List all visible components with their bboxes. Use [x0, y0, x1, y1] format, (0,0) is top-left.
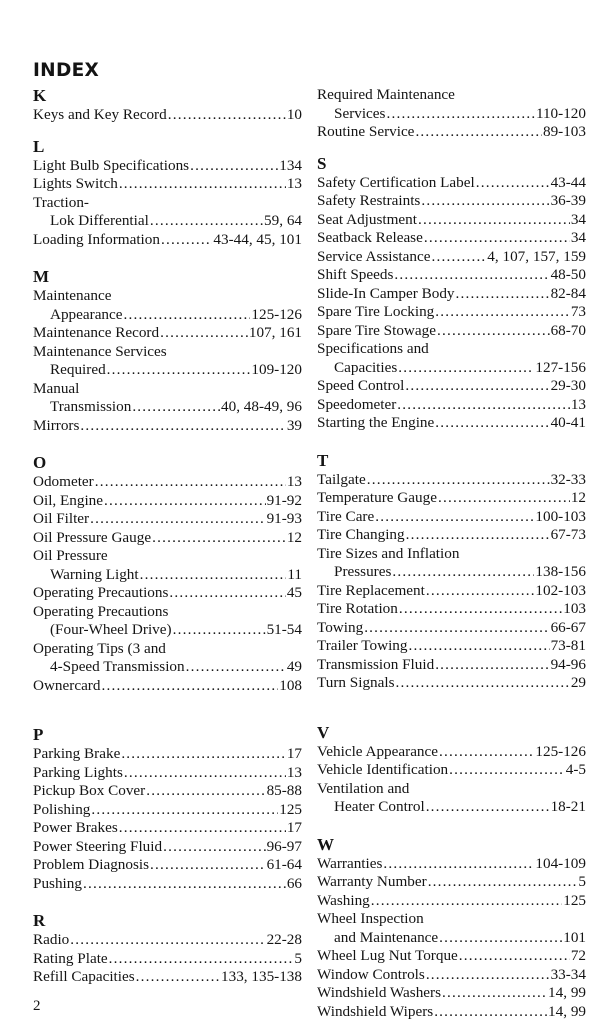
section-p: [33, 725, 302, 893]
section-letter: P: [33, 725, 44, 744]
index-entry: Tire Changing ..... 67-73: [317, 526, 586, 545]
page-number: 2: [33, 998, 41, 1014]
index-entry-heading: Maintenance Services: [33, 342, 167, 360]
index-entry: Pickup Box Cover ..... 85-88: [33, 782, 302, 801]
index-entry: Windshield Wipers ..... 14, 99: [317, 1003, 586, 1022]
index-column-right: [317, 86, 586, 1021]
section-letter: O: [33, 453, 47, 472]
index-entry: Transmission ..... 40, 48-49, 96: [33, 398, 302, 417]
section-l: [33, 137, 302, 250]
index-entry: Parking Lights ..... 13: [33, 764, 302, 783]
index-entry: (Four-Wheel Drive) ..... 51-54: [33, 621, 302, 640]
index-entry: Trailer Towing ..... 73-81: [317, 637, 586, 656]
section-letter: K: [33, 86, 47, 105]
index-entry: Lok Differential ..... 59, 64: [33, 212, 302, 231]
index-entry: Keys and Key Record ..... 10: [33, 106, 302, 125]
index-entry: Tire Rotation ..... 103: [317, 600, 586, 619]
index-entry: Mirrors ..... 39: [33, 417, 302, 436]
index-entry: Odometer ..... 13: [33, 473, 302, 492]
section-o: [33, 453, 302, 695]
index-entry: Rating Plate ..... 5: [33, 950, 302, 969]
index-entry: 4-Speed Transmission ..... 49: [33, 658, 302, 677]
index-entry: Seatback Release ..... 34: [317, 229, 586, 248]
index-entry: Service Assistance ..... 4, 107, 157, 159: [317, 248, 586, 267]
index-entry: Problem Diagnosis ..... 61-64: [33, 856, 302, 875]
index-entry: Required ..... 109-120: [33, 361, 302, 380]
index-entry: Services ..... 110-120: [317, 105, 586, 124]
index-entry: Power Steering Fluid ..... 96-97: [33, 838, 302, 857]
index-entry: Vehicle Identification ..... 4-5: [317, 761, 586, 780]
index-entry: Routine Service ..... 89-103: [317, 123, 586, 142]
index-entry: Spare Tire Locking ..... 73: [317, 303, 586, 322]
index-entry: Lights Switch ..... 13: [33, 175, 302, 194]
index-entry: Ownercard ..... 108: [33, 677, 302, 696]
index-entry-heading: Traction-: [33, 193, 89, 211]
index-entry-heading: Oil Pressure: [33, 547, 108, 564]
page-title: INDEX: [33, 60, 100, 81]
section-letter: S: [317, 153, 327, 173]
section-letter: V: [317, 722, 330, 742]
index-entry: Warranties ..... 104-109: [317, 855, 586, 874]
index-entry-heading: Operating Precautions: [33, 602, 169, 620]
index-column-left: [33, 86, 302, 987]
index-entry: Light Bulb Specifications ..... 134: [33, 157, 302, 176]
index-entry-heading: Maintenance: [33, 287, 112, 304]
index-entry: Seat Adjustment ..... 34: [317, 211, 586, 230]
index-entry: Operating Precautions ..... 45: [33, 584, 302, 603]
index-entry: Appearance ..... 125-126: [33, 306, 302, 325]
index-entry-heading: Operating Tips (3 and: [33, 639, 166, 657]
index-entry: Spare Tire Stowage ..... 68-70: [317, 322, 586, 341]
index-entry: Washing ..... 125: [317, 892, 586, 911]
section-k: [33, 86, 302, 125]
section-letter: W: [317, 834, 334, 854]
index-entry: Parking Brake ..... 17: [33, 745, 302, 764]
section-w: [317, 835, 586, 1022]
index-entry: Transmission Fluid ..... 94-96: [317, 656, 586, 675]
section-s: [317, 154, 586, 433]
index-entry: Temperature Gauge ..... 12: [317, 489, 586, 508]
section-r-continued: [317, 86, 586, 142]
index-entry: Safety Certification Label ..... 43-44: [317, 174, 586, 193]
index-entry: Shift Speeds ..... 48-50: [317, 266, 586, 285]
index-entry: Speed Control ..... 29-30: [317, 377, 586, 396]
index-entry: Wheel Lug Nut Torque ..... 72: [317, 947, 586, 966]
index-entry: Capacities ..... 127-156: [317, 359, 586, 378]
index-entry: Speedometer ..... 13: [317, 396, 586, 415]
index-entry: Pushing ..... 66: [33, 875, 302, 894]
index-entry-heading: Wheel Inspection: [317, 910, 424, 927]
index-entry: Warning Light ..... 11: [33, 566, 302, 585]
section-letter: M: [33, 267, 50, 286]
index-entry-heading: Ventilation and: [317, 779, 410, 797]
index-entry: Pressures ..... 138-156: [317, 563, 586, 582]
index-entry-heading: Manual: [33, 379, 80, 397]
index-entry: Vehicle Appearance ..... 125-126: [317, 743, 586, 762]
index-entry: Slide-In Camper Body ..... 82-84: [317, 285, 586, 304]
section-t: [317, 451, 586, 693]
section-m: [33, 267, 302, 435]
index-entry: Towing ..... 66-67: [317, 619, 586, 638]
section-letter: R: [33, 911, 46, 930]
index-entry: Warranty Number ..... 5: [317, 873, 586, 892]
index-entry: Windshield Washers ..... 14, 99: [317, 984, 586, 1003]
section-letter: L: [33, 136, 45, 156]
index-entry: Tailgate ..... 32-33: [317, 471, 586, 490]
index-entry: Radio ..... 22-28: [33, 931, 302, 950]
index-entry: Oil Pressure Gauge ..... 12: [33, 529, 302, 548]
index-entry-heading: Specifications and: [317, 340, 429, 357]
section-r: [33, 911, 302, 987]
index-entry: Maintenance Record ..... 107, 161: [33, 324, 302, 343]
index-entry: Loading Information ..... 43-44, 45, 101: [33, 231, 302, 250]
section-v: [317, 723, 586, 817]
index-entry: Power Brakes ..... 17: [33, 819, 302, 838]
index-entry: Heater Control ..... 18-21: [317, 798, 586, 817]
section-letter: T: [317, 450, 329, 470]
index-entry: Tire Care ..... 100-103: [317, 508, 586, 527]
index-entry: Oil, Engine ..... 91-92: [33, 492, 302, 511]
index-entry: and Maintenance ..... 101: [317, 929, 586, 948]
index-entry: Polishing ..... 125: [33, 801, 302, 820]
index-entry: Refill Capacities ..... 133, 135-138: [33, 968, 302, 987]
index-entry: Turn Signals ..... 29: [317, 674, 586, 693]
index-entry: Starting the Engine ..... 40-41: [317, 414, 586, 433]
index-entry: Oil Filter ..... 91-93: [33, 510, 302, 529]
index-entry-heading: Tire Sizes and Inflation: [317, 544, 460, 562]
index-entry: Safety Restraints ..... 36-39: [317, 192, 586, 211]
index-entry: Tire Replacement ..... 102-103: [317, 582, 586, 601]
index-entry: Window Controls ..... 33-34: [317, 966, 586, 985]
index-entry-heading: Required Maintenance: [317, 86, 455, 103]
